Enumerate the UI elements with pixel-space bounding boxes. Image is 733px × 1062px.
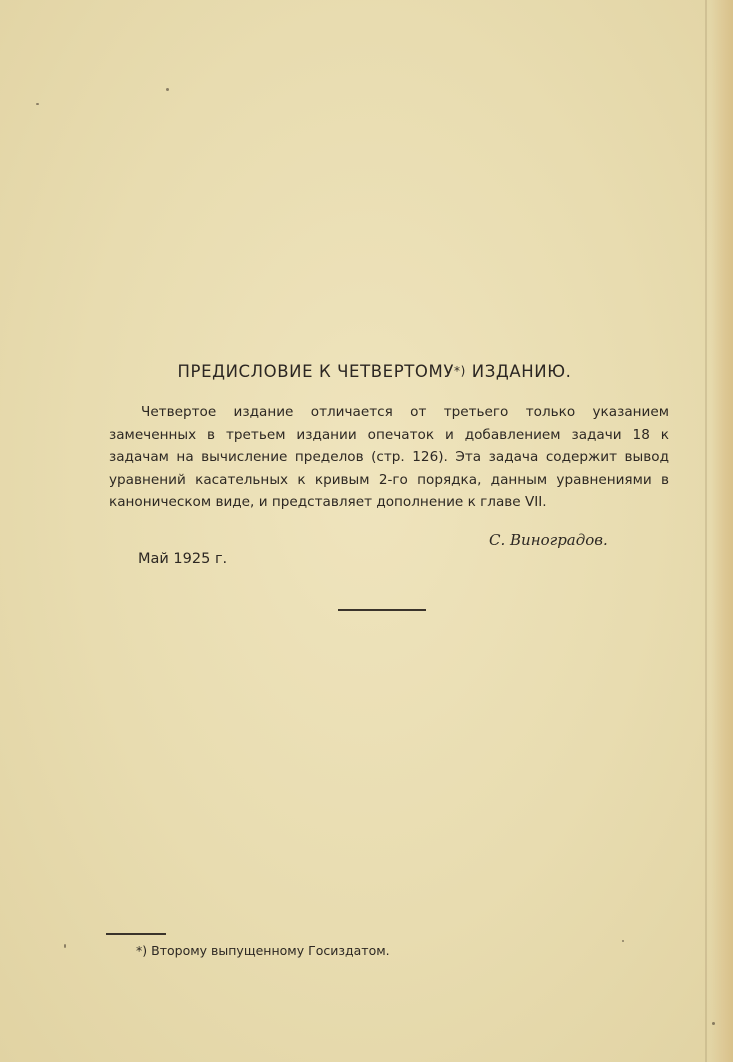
paper-speck — [36, 103, 39, 105]
preface-text: Четвертое издание отличается от третьего только указанием замеченных в третьем издании опечаток и добавлением задачи 18 к задачам на вычисление пределов (стр. 126). Эта задача содержит вывод уравнений касательных к кривым 2-го порядка, данным уравнениями в каноническом виде, и представляет дополнение к главе VII. — [109, 404, 669, 511]
footnote-mark: *) — [136, 943, 148, 958]
footnote-text: Второму выпущенному Госиздатом. — [151, 943, 390, 958]
paper-speck — [712, 1022, 715, 1025]
footnote-divider — [106, 933, 166, 935]
page-edge-shadow — [711, 0, 733, 1062]
title-tail: ИЗДАНИЮ. — [471, 362, 572, 381]
paper-speck — [166, 88, 169, 91]
page-title — [0, 362, 733, 381]
section-divider — [338, 609, 426, 611]
paper-speck — [622, 940, 624, 942]
author-signature: С. Виноградов. — [489, 531, 608, 549]
preface-date: Май 1925 г. — [138, 551, 228, 567]
footnote — [136, 943, 390, 958]
paper-speck — [64, 944, 66, 948]
title-main: ПРЕДИСЛОВИЕ К ЧЕТВЕРТОМУ — [177, 362, 455, 381]
preface-paragraph — [109, 401, 669, 514]
title-footnote-mark: *) — [454, 364, 466, 378]
page-edge-line — [705, 0, 707, 1062]
